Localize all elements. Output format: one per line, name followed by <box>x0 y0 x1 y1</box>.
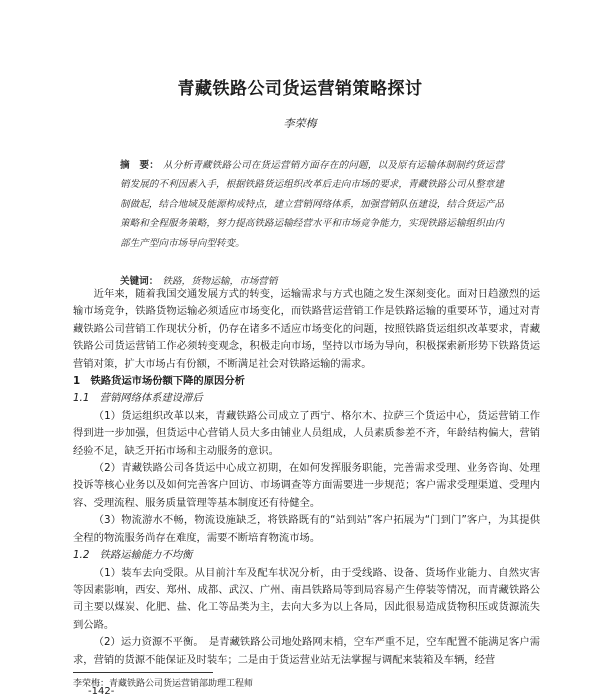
keywords-text: 铁路，货物运输，市场营销 <box>162 276 278 287</box>
page-number: -142- <box>88 686 115 697</box>
keywords-label: 关键词： <box>120 276 159 287</box>
article-author: 李荣梅 <box>283 117 317 130</box>
section-heading-1-1: 1.1 营销网络体系建设滞后 <box>73 392 203 405</box>
section-heading-1: 1 铁路货运市场份额下降的原因分析 <box>73 375 245 388</box>
footnote-divider <box>73 672 213 673</box>
paragraph-1: （1）货运组织改革以来，青藏铁路公司成立了西宁、格尔木、拉萨三个货运中心，货运营销工作得到进一步加强，但货运中心营销人员大多由铺业人员组成，人员素质参差不齐，年龄结构偏大，营销经验不足，缺乏开拓市场和主动服务的意识。 <box>73 409 540 457</box>
paragraph-3: （3）物流游水不畅，物流设施缺乏，将铁路既有的“站到站”客户拓展为“门到门”客户，为其提供全程的物流服务尚存在难度，需要不断培育物流市场。 <box>73 514 540 544</box>
paragraph-2: （2）青藏铁路公司各货运中心成立初期，在如何发挥服务职能，完善需求受理、业务咨询、处理投诉等核心业务以及如何完善客户回访、市场调查等方面需要进一步规范；客户需求受理渠道、受理内容、受理流程、服务质量管理等基本制度还有待健全。 <box>73 462 540 509</box>
abstract <box>120 156 504 253</box>
intro-paragraph: 近年来，随着我国交通发展方式的转变，运输需求与方式也随之发生深刻变化。面对日趋激烈的运输市场竞争，铁路货物运输必须适应市场变化，而铁路营运营销工作是铁路运输的重要环节，通过对青藏铁路公司营销工作现状分析，仍存在诸多不适应市场变化的问题，按照铁路货运组织改革要求，青藏铁路公司货运营销工作必须转变观念，积极走向市场，坚持以市场为导向，积极探索新形势下铁路货运营销对策，扩大市场占有份额，不断满足社会对铁路运输的需求。 <box>73 288 540 370</box>
paragraph-4: （1）装车去向受限。从目前汁车及配车状况分析，由于受线路、设备、货场作业能力、自然灾害等因素影响，西安、郑州、成都、武汉、广州、南昌铁路局等到局容易产生停装等情况，而青藏铁路公司主要以煤炭、化肥、盐、化工等品类为主，去向大多为以上各局，因此很易造成货物积压或货源流失到公路。 <box>73 566 540 631</box>
author-footnote: 李荣梅：青藏铁路公司货运营销部助理工程师 <box>73 679 254 689</box>
article-title: 青藏铁路公司货运营销策略探讨 <box>177 79 423 99</box>
abstract-label: 摘 要： <box>120 160 159 171</box>
article-body <box>73 286 540 669</box>
paragraph-5: （2）运力资源不平衡。 是青藏铁路公司地处路网末梢，空车严重不足，空车配置不能满足客户需求，营销的货源不能保证及时装车；二是由于货运营业站无法掌握与调配来装箱及车辆，经营 <box>73 636 540 666</box>
abstract-text: 从分析青藏铁路公司在货运营销方面存在的问题，以及原有运输体制制约货运营销发展的不利因素入手，根据铁路货运组织改革后走向市场的要求，青藏铁路公司从整章建制做起，结合地域及能源构成特点，建立营销网络体系，加强营销队伍建设，结合货运产品策略和全程服务策略，努力提高铁路运输经营水平和市场竞争能力，实现铁路运输组织由内部生产型向市场导向型转变。 <box>120 160 505 249</box>
section-heading-1-2: 1.2 铁路运输能力不均衡 <box>73 549 193 562</box>
